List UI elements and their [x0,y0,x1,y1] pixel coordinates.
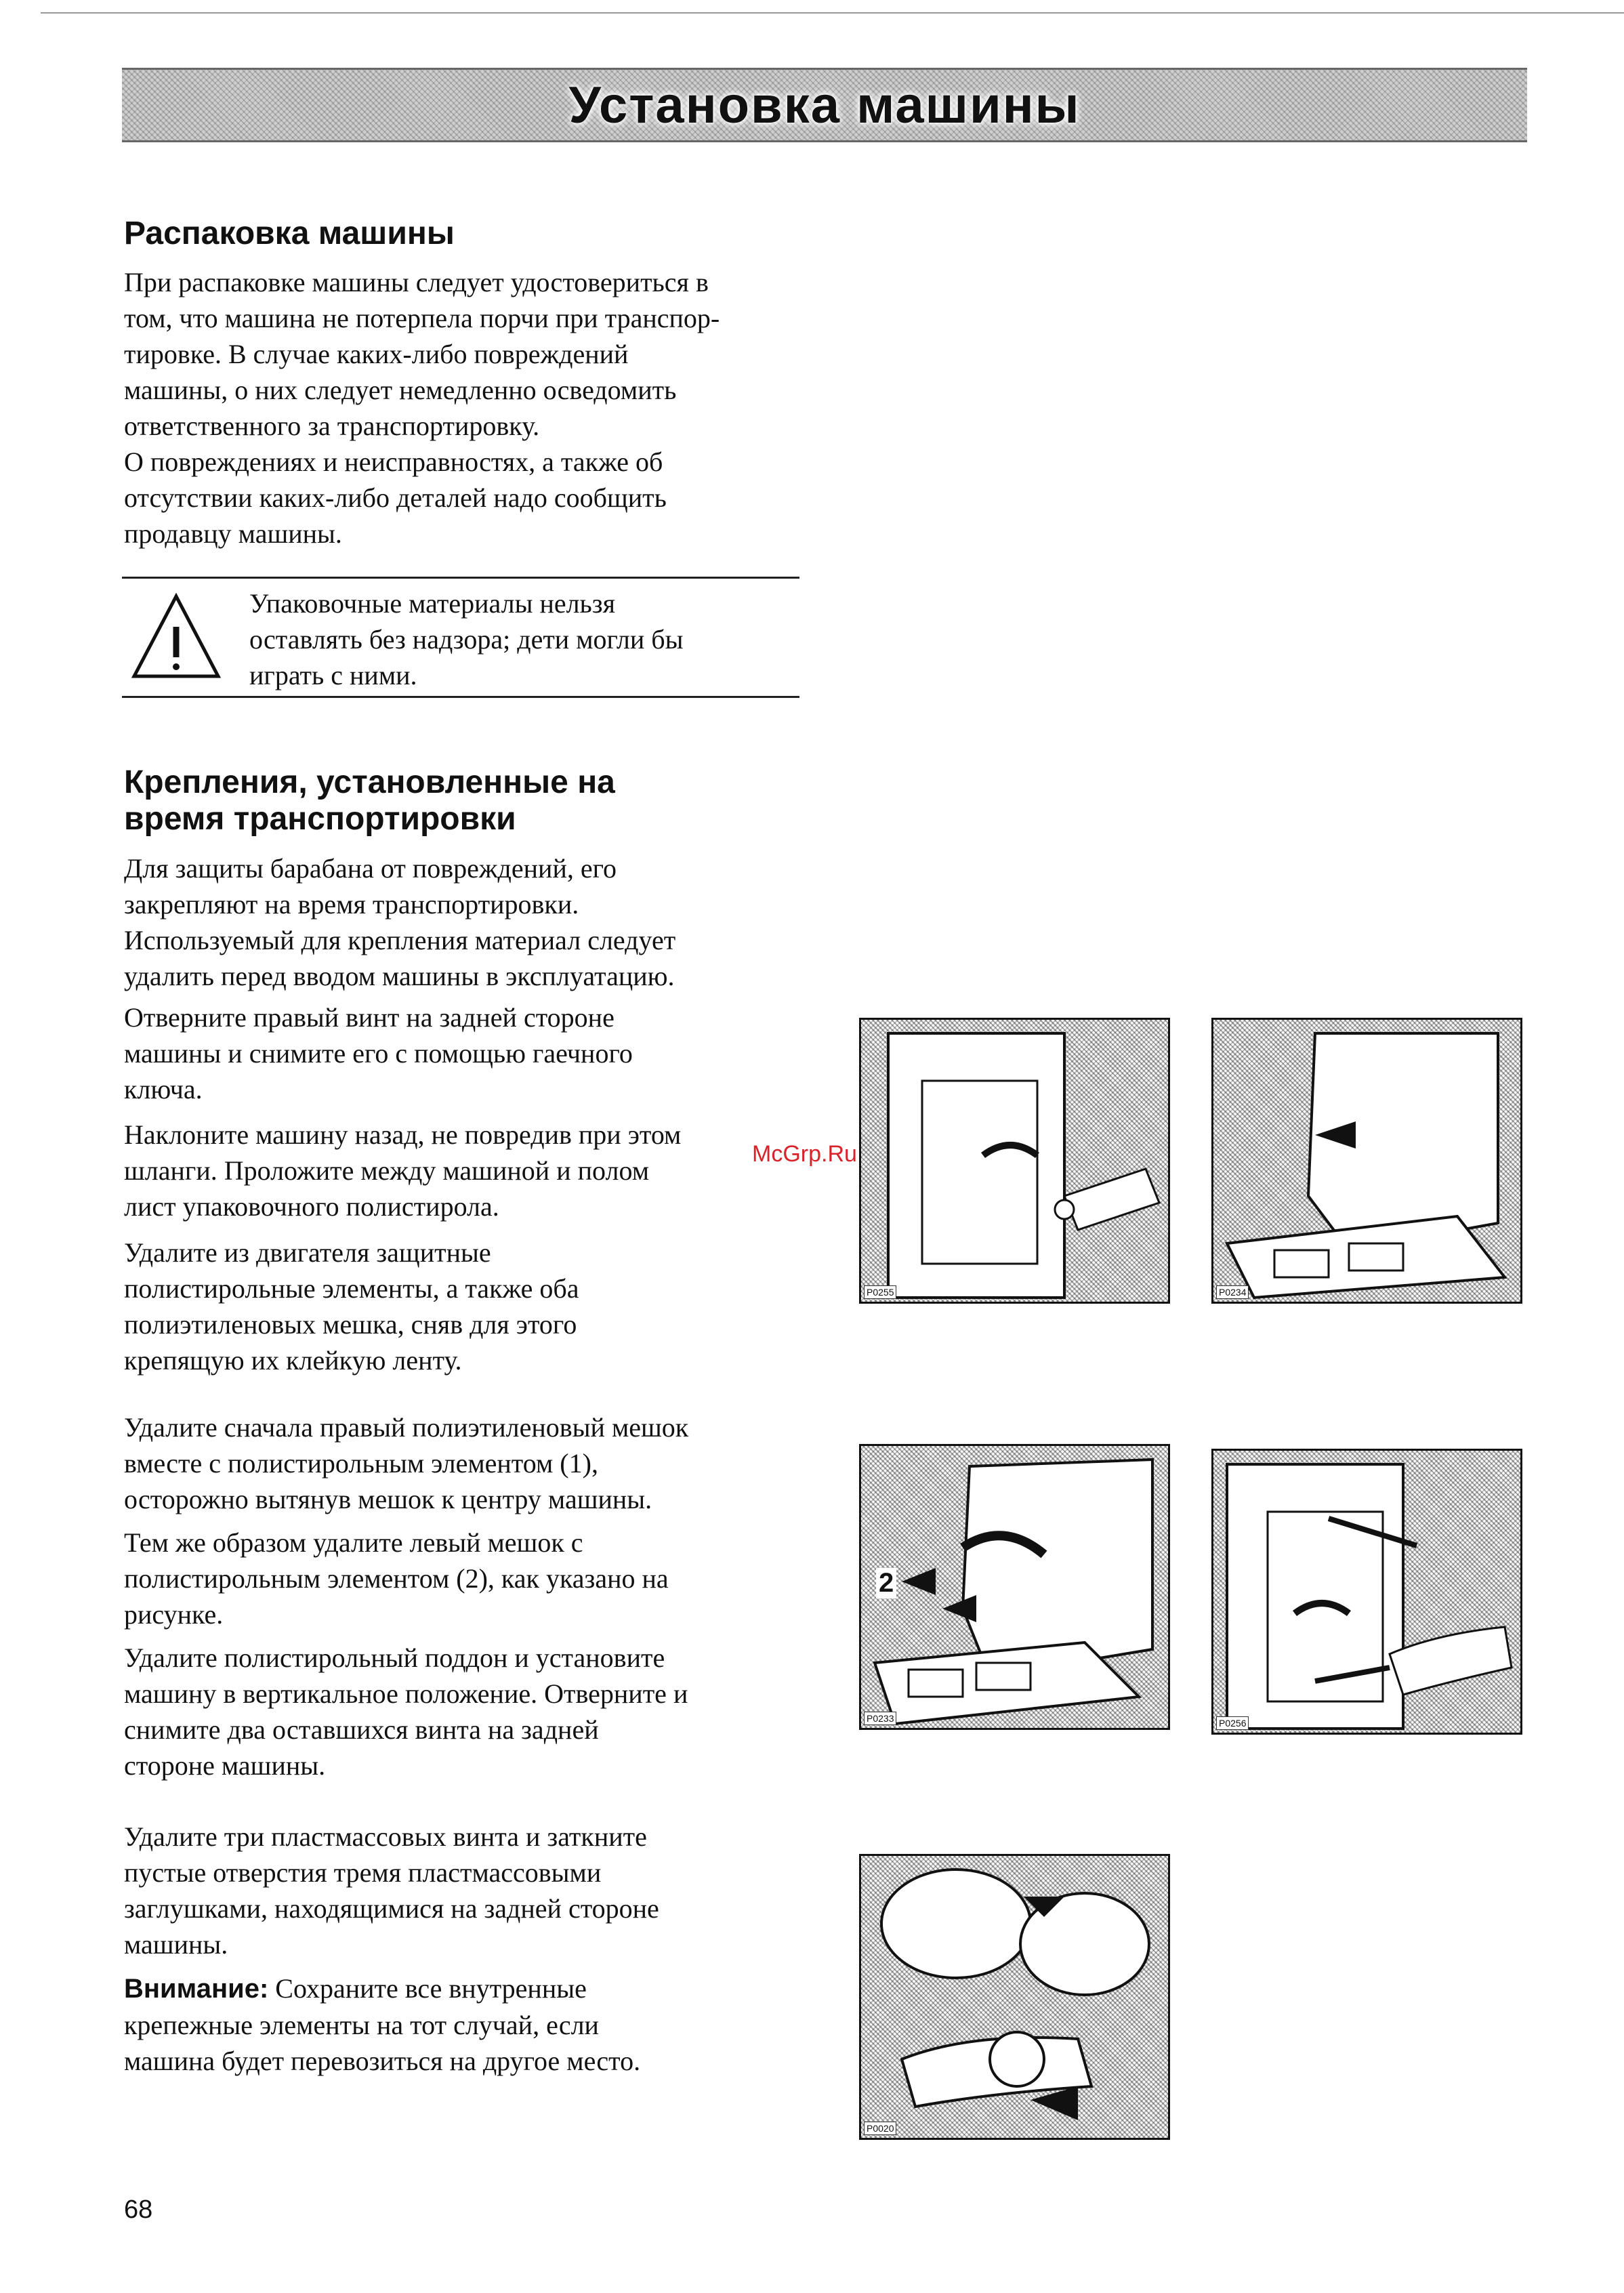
figure-code: P0255 [864,1285,896,1299]
transport-paragraph-8: Удалите три пластмассовых винта и заткните пустые отверстия тремя пластмассовыми заглушками, находящимися на задней стороне машины. [124,1821,659,1960]
title-banner [122,68,1527,142]
transport-paragraph-2: Отверните правый винт на задней стороне машины и снимите его с помощью гаечного ключа. [124,1002,633,1104]
section-heading-transport-line1: Крепления, установленные на [124,764,615,800]
transport-paragraph-4: Удалите из двигателя защитные полистирольные элементы, а также оба полиэтиленовых мешка, сняв для этого крепящую их клейкую ленту. [124,1237,579,1376]
figure-plastic-plugs [859,1854,1170,2140]
page-title: Установка машины [568,76,1081,134]
figure-remaining-screws [1211,1449,1522,1735]
transport-paragraph-3: Наклоните машину назад, не повредив при этом шланги. Проложите между машиной и полом лист упаковочного полистирола. [124,1119,682,1222]
warning-triangle-icon [129,590,224,684]
figure-remove-bags [859,1444,1170,1730]
figure-label-2: 2 [876,1568,896,1598]
figure-code: P0256 [1216,1716,1249,1730]
section-heading-unpacking: Распаковка машины [124,215,455,251]
unpacking-paragraph: При распаковке машины следует удостовериться в том, что машина не потерпела порчи при транспор- тировке. В случае каких-либо повреждений машины, о них следует немедленно осведомить ответственного за транспортировку. О повреждениях и неисправностях, а также об отсутствии каких-либо деталей надо сообщить продавцу машины. [124,267,720,549]
figure-rear-screw-wrench [859,1018,1170,1304]
transport-paragraph-7: Удалите полистирольный поддон и установите машину в вертикальное положение. Отверните и снимите два оставшихся винта на задней стороне машины. [124,1643,688,1781]
warning-text: Упаковочные материалы нельзя оставлять без надзора; дети могли бы играть с ними. [249,588,684,690]
scan-edge [41,12,1624,14]
transport-paragraph-1: Для защиты барабана от повреждений, его закрепляют на время транспортировки. Используемый для крепления материал следует удалить перед вводом машины в эксплуатацию. [124,853,676,991]
figure-code: P0020 [864,2122,896,2135]
figure-code: P0234 [1216,1285,1249,1299]
transport-paragraph-6: Тем же образом удалите левый мешок с полистирольным элементом (2), как указано на рисунке. [124,1527,669,1630]
page-number: 68 [124,2195,153,2224]
figure-code: P0233 [864,1712,896,1725]
section-heading-transport-line2: время транспортировки [124,801,516,837]
warning-top-rule [122,577,799,579]
transport-paragraph-5: Удалите сначала правый полиэтиленовый мешок вместе с полистирольным элементом (1), осторожно вытянув мешок к центру машины. [124,1412,689,1514]
attention-note [124,1970,815,2079]
attention-label: Внимание: [124,1974,269,2004]
attention-text: Сохраните все внутренные крепежные элементы на тот случай, если машина будет перевозиться на другое место. [124,1973,641,2076]
watermark: McGrp.Ru [752,1141,857,1167]
figure-tilted-machine-block [1211,1018,1522,1304]
warning-bottom-rule [122,696,799,698]
